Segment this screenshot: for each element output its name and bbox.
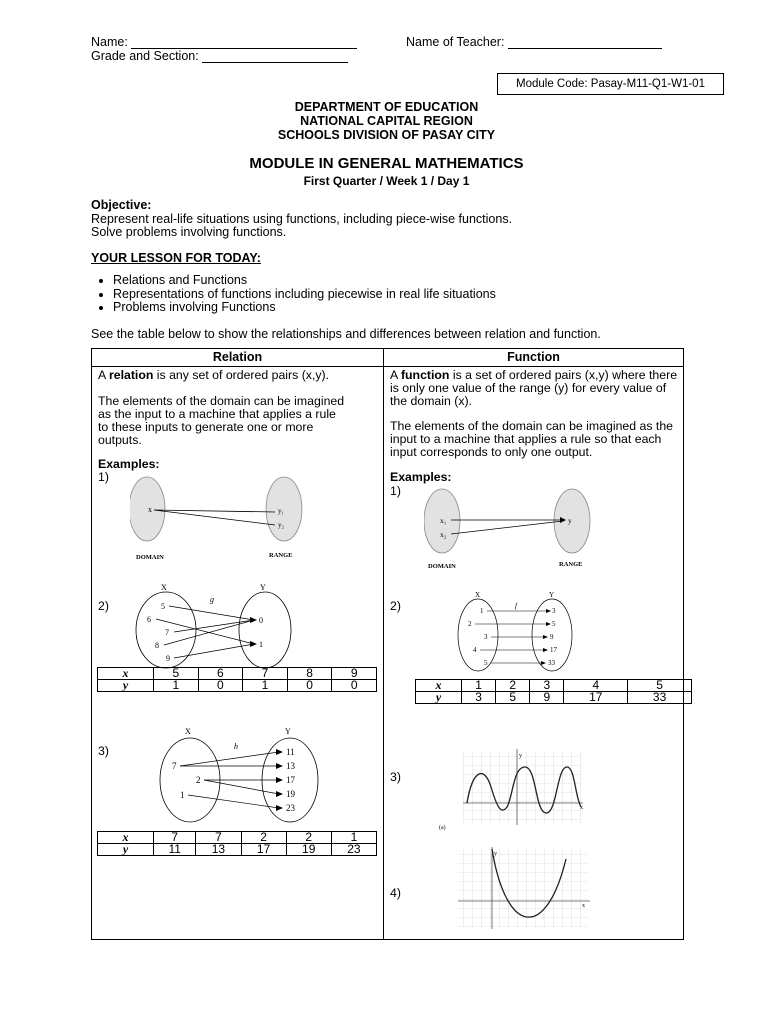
relation-examples-label: Examples: [98, 457, 160, 471]
domain-label: DOMAIN [136, 554, 164, 561]
table-cell: 0 [332, 680, 377, 692]
x-label: x [148, 505, 152, 514]
arrow [154, 510, 275, 525]
y-val: 1 [259, 640, 263, 649]
x-val: 8 [155, 641, 159, 650]
teacher-label: Name of Teacher: [406, 35, 505, 49]
y-axis-label: y [519, 753, 522, 759]
table-cell: 33 [628, 692, 692, 704]
x-val: 4 [473, 646, 477, 654]
region-name: NATIONAL CAPITAL REGION [300, 114, 473, 128]
arrowhead [250, 641, 257, 647]
range-label: RANGE [559, 561, 583, 568]
relation-mapping-diagram-3 [152, 725, 332, 825]
table-cell: 1 [243, 680, 288, 692]
arrowheads [276, 749, 283, 811]
table-cell: 11 [154, 844, 196, 856]
y1-label: y₁ [278, 507, 284, 515]
relation-header: Relation [212, 350, 263, 364]
y-val: 9 [550, 633, 554, 641]
function-def-line: is only one value of the range (y) for every value of [390, 381, 667, 395]
table-cell: 7 [196, 832, 241, 844]
arrow [451, 521, 563, 534]
grade-line [202, 50, 348, 63]
x-val: 3 [484, 633, 488, 641]
table-cell: 0 [198, 680, 243, 692]
y-val: 0 [259, 616, 263, 625]
lesson-item: • Relations and Functions [113, 274, 496, 288]
y-axis-label: y [494, 851, 497, 857]
y-set-label: Y [549, 591, 555, 599]
name-line [131, 36, 357, 49]
y-val: 23 [286, 803, 295, 813]
teacher-line [508, 36, 662, 49]
range-oval [554, 489, 590, 553]
module-title: MODULE IN GENERAL MATHEMATICS [249, 155, 524, 172]
table-cell: 1 [331, 832, 376, 844]
table-cell: 4 [564, 680, 628, 692]
function-graph-4 [454, 845, 594, 930]
y-oval [239, 592, 291, 668]
y-val: 17 [286, 775, 295, 785]
relation-ex1-label: 1) [98, 470, 109, 484]
table-row [98, 668, 377, 680]
x-val: 1 [180, 790, 185, 800]
relation-ex2-label: 2) [98, 599, 109, 613]
f-label: f [515, 602, 517, 610]
x-header: x [98, 832, 154, 844]
function-definition [390, 369, 677, 408]
objective-line-2: Solve problems involving functions. [91, 225, 287, 239]
relation-def-a: A [98, 368, 109, 382]
table-cell: 5 [496, 692, 530, 704]
table-cell: 0 [287, 680, 332, 692]
relation-mapping-diagram-2 [132, 581, 312, 673]
y-label: y [568, 516, 572, 525]
grade-label: Grade and Section: [91, 49, 199, 63]
relation-def-c: is any set of ordered pairs (x,y). [153, 368, 330, 382]
header-divider [92, 366, 683, 367]
intro-text: See the table below to show the relationships and differences between relation and function. [91, 327, 601, 341]
y-set-label: Y [285, 727, 291, 736]
table-cell: 23 [331, 844, 376, 856]
table-cell: 17 [564, 692, 628, 704]
objective-label: Objective: [91, 198, 152, 212]
module-subtitle: First Quarter / Week 1 / Day 1 [303, 174, 470, 188]
relation-ex3-label: 3) [98, 744, 109, 758]
function-def-c: is a set of ordered pairs (x,y) where there [449, 368, 678, 382]
y-header: y [98, 680, 154, 692]
y-val: 5 [552, 620, 556, 628]
y-val: 33 [548, 659, 555, 667]
relation-table-3 [97, 831, 377, 856]
column-divider [383, 349, 384, 939]
table-cell: 5 [154, 668, 199, 680]
relation-table-2 [97, 667, 377, 692]
relation-definition [98, 369, 329, 382]
table-cell: 2 [241, 832, 286, 844]
lesson-item: • Representations of functions including piecewise in real life situations [113, 288, 496, 302]
x-val: 7 [165, 628, 169, 637]
objective-section [91, 199, 512, 240]
table-row [416, 680, 692, 692]
function-ex1-label: 1) [390, 484, 401, 498]
function-mapping-diagram-2 [457, 589, 577, 675]
objective-line-1: Represent real-life situations using functions, including piece-wise functions. [91, 211, 513, 226]
x1-label: x₁ [440, 516, 447, 525]
y-val: 11 [286, 747, 295, 757]
function-header: Function [507, 350, 560, 364]
x-val: 1 [480, 607, 484, 615]
table-cell: 1 [154, 680, 199, 692]
name-field [91, 35, 357, 49]
x-oval [458, 599, 498, 671]
name-label: Name: [91, 35, 128, 49]
graph-grid [458, 849, 588, 927]
function-graph-3 [427, 747, 587, 837]
graph-tag: (a) [439, 825, 446, 831]
relation-para-line: The elements of the domain can be imagined [98, 394, 345, 408]
y-val: 13 [286, 761, 295, 771]
function-def-line: the domain (x). [390, 394, 473, 408]
table-cell: 5 [628, 680, 692, 692]
function-paragraph [390, 420, 673, 459]
function-ex3-label: 3) [390, 770, 401, 784]
x-axis-label: x [582, 903, 585, 909]
y-val: 19 [286, 789, 295, 799]
division-name: SCHOOLS DIVISION OF PASAY CITY [277, 128, 496, 142]
x-val: 5 [484, 659, 488, 667]
function-para-line: input corresponds to only one output. [390, 445, 593, 459]
table-row [98, 844, 377, 856]
teacher-field [406, 35, 662, 49]
function-ex4-label: 4) [390, 886, 401, 900]
table-cell: 19 [286, 844, 331, 856]
range-oval [266, 477, 302, 541]
table-cell: 3 [530, 680, 564, 692]
table-cell: 7 [154, 832, 196, 844]
x-val: 7 [172, 761, 177, 771]
range-label: RANGE [269, 552, 293, 559]
x-axis-label: x [580, 805, 583, 811]
table-cell: 3 [462, 692, 496, 704]
domain-label: DOMAIN [428, 563, 456, 570]
arrowhead [250, 617, 257, 623]
y-header: y [98, 844, 154, 856]
lesson-heading: YOUR LESSON FOR TODAY: [91, 251, 261, 265]
x-set-label: X [185, 727, 191, 736]
grade-field [91, 49, 348, 63]
graph-grid [463, 751, 581, 823]
relation-para-line: as the input to a machine that applies a rule [98, 407, 336, 421]
arrow [154, 510, 275, 512]
x-header: x [98, 668, 154, 680]
table-cell: 13 [196, 844, 241, 856]
table-cell: 17 [241, 844, 286, 856]
table-cell: 6 [198, 668, 243, 680]
function-term: function [400, 368, 450, 382]
relation-mapping-diagram-1 [130, 473, 310, 565]
y2-label: y₂ [278, 521, 284, 529]
table-cell: 8 [287, 668, 332, 680]
mapping-arrows [180, 752, 279, 808]
function-examples-label: Examples: [390, 470, 452, 484]
x-val: 6 [147, 615, 151, 624]
y-header: y [416, 692, 462, 704]
x-set-label: X [161, 583, 167, 592]
table-row [98, 832, 377, 844]
relation-para-line: to these inputs to generate one or more [98, 420, 314, 434]
function-para-line: The elements of the domain can be imagined as the [390, 419, 674, 433]
table-row [416, 692, 692, 704]
g-label: g [210, 595, 214, 604]
lesson-item: • Problems involving Functions [113, 301, 496, 315]
x2-label: x₂ [440, 530, 447, 539]
lesson-list [91, 274, 496, 315]
table-cell: 2 [496, 680, 530, 692]
dept-name: DEPARTMENT OF EDUCATION [294, 100, 479, 114]
x-set-label: X [475, 591, 481, 599]
y-val: 3 [552, 607, 556, 615]
comparison-table [91, 348, 684, 940]
title-block [91, 100, 682, 142]
function-ex2-label: 2) [390, 599, 401, 613]
relation-para-line: outputs. [98, 433, 142, 447]
relation-term: relation [108, 368, 154, 382]
x-val: 5 [161, 602, 165, 611]
table-cell: 1 [462, 680, 496, 692]
table-cell: 2 [286, 832, 331, 844]
h-label: h [234, 742, 238, 751]
table-cell: 9 [530, 692, 564, 704]
function-table-2 [415, 679, 692, 704]
x-val: 2 [468, 620, 472, 628]
x-val: 9 [166, 654, 170, 663]
function-def-a: A [390, 368, 401, 382]
table-cell: 9 [332, 668, 377, 680]
y-set-label: Y [260, 583, 266, 592]
function-para-line: input to a machine that applies a rule so that each [390, 432, 662, 446]
table-cell: 7 [243, 668, 288, 680]
x-header: x [416, 680, 462, 692]
table-row [98, 680, 377, 692]
y-val: 17 [550, 646, 557, 654]
x-val: 2 [196, 775, 201, 785]
module-code-box: Module Code: Pasay-M11-Q1-W1-01 [497, 73, 724, 95]
function-mapping-diagram-1 [424, 485, 604, 573]
relation-paragraph [98, 395, 344, 447]
